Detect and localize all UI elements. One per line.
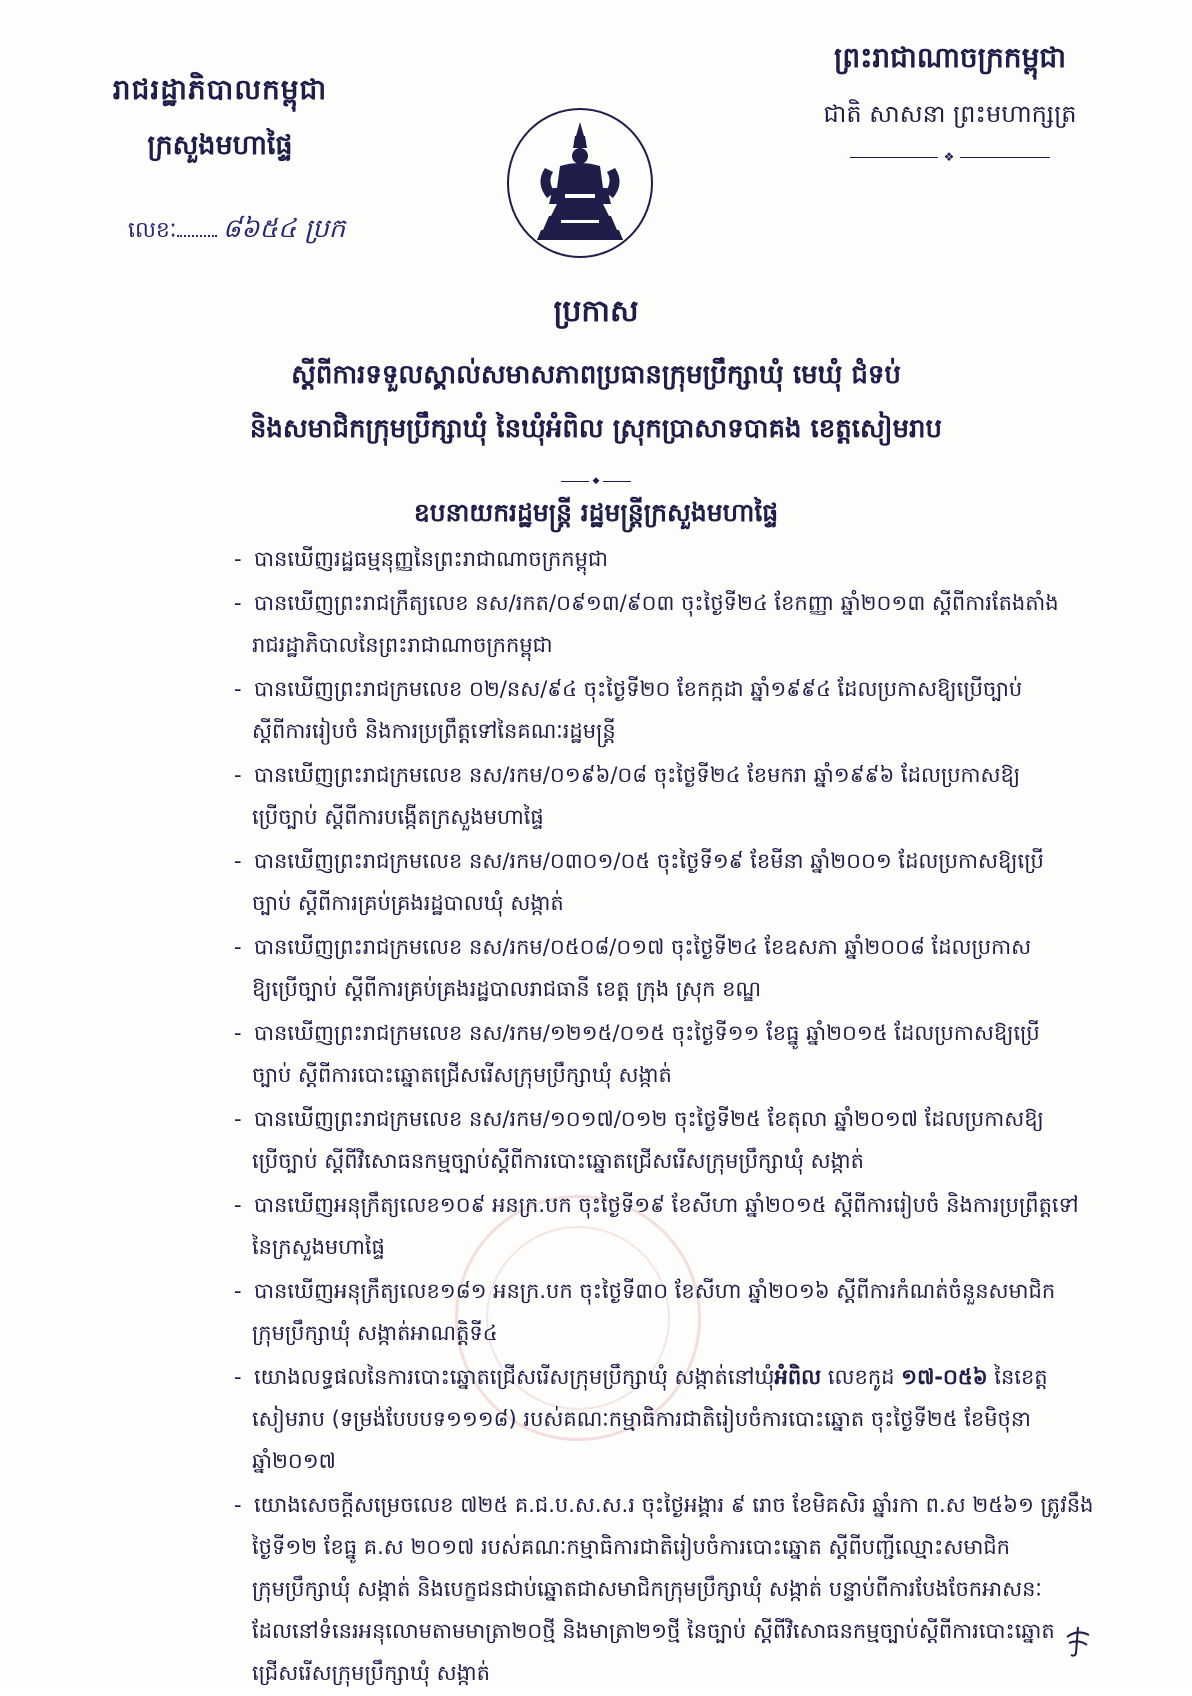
item-text: ដែលនៅទំនេរអនុលោមតាមមាត្រា២០ថ្មី និងមាត្រា២១ថ្មី នៃច្បាប់ ស្តីពីវិសោធនកម្មច្បាប់ស្តីពីការបោះឆ្នោត xyxy=(252,1619,1055,1643)
list-item xyxy=(232,1098,1112,1182)
item-text: ឆ្នាំ២០១៧ xyxy=(252,1449,336,1473)
list-item xyxy=(232,1184,1112,1268)
list-item xyxy=(232,754,1112,838)
item-text: - បានឃើញព្រះរាជក្រមលេខ នស/រកម/១២១៥/០១៥ ចុះថ្ងៃទី១១ ខែធ្នូ ឆ្នាំ២០១៥ ដែលប្រកាសឱ្យប្រើ xyxy=(254,1021,1040,1045)
item-text: - បានឃើញព្រះរាជក្រមលេខ នស/រកម/១០១៧/០១២ ចុះថ្ងៃទី២៥ ខែតុលា ឆ្នាំ២០១៧ ដែលប្រកាសឱ្យ xyxy=(254,1107,1044,1131)
item-text: - បានឃើញព្រះរាជក្រមលេខ នស/រកម/០៣០១/០៥ ចុះថ្ងៃទី១៩ ខែមីនា ឆ្នាំ២០០១ ដែលប្រកាសឱ្យប្រើ xyxy=(254,849,1044,873)
issuing-authority: ឧបនាយករដ្ឋមន្ត្រី រដ្ឋមន្ត្រីក្រសួងមហាផ្ទៃ xyxy=(413,498,779,527)
issuer-header xyxy=(90,72,350,168)
item-text: ច្បាប់ ស្តីពីការបោះឆ្នោតជ្រើសរើសក្រុមប្រឹក្សាឃុំ សង្កាត់ xyxy=(252,1063,672,1087)
item-text: - បានឃើញព្រះរាជក្រមលេខ ០២/នស/៩៤ ចុះថ្ងៃទី២០ ខែកក្កដា ឆ្នាំ១៩៩៤ ដែលប្រកាសឱ្យប្រើច្បាប់ xyxy=(254,677,1023,701)
item-text: - យោងលទ្ធផលនៃការបោះឆ្នោតជ្រើសរើសក្រុមប្រឹក្សាឃុំ សង្កាត់នៅឃុំអំពិល លេខកូដ ១៧-០៥៦ នៃខេត្ត xyxy=(254,1365,1048,1389)
list-item xyxy=(232,926,1112,1010)
item-text: - បានឃើញព្រះរាជក្រឹត្យលេខ នស/រកត/០៩១៣/៩០៣ ចុះថ្ងៃទី២៤ ខែកញ្ញា ឆ្នាំ២០១៣ ស្តីពីការតែងតាំង xyxy=(254,591,1059,615)
reference-number xyxy=(128,212,345,250)
kingdom-name: ព្រះរាជាណាចក្រកម្ពុជា xyxy=(833,41,1066,74)
item-text: ប្រើច្បាប់ ស្តីពីវិសោធនកម្មច្បាប់ស្តីពីការបោះឆ្នោតជ្រើសរើសក្រុមប្រឹក្សាឃុំ សង្កាត់ xyxy=(252,1149,864,1173)
item-text: រាជរដ្ឋាភិបាលនៃព្រះរាជាណាចក្រកម្ពុជា xyxy=(252,633,553,657)
list-item xyxy=(232,1356,1112,1482)
proclamation-title xyxy=(0,292,1192,486)
item-text: - បានឃើញអនុក្រឹត្យលេខ១០៩ អនក្រ.បក ចុះថ្ងៃទី១៩ ខែសីហា ឆ្នាំ២០១៥ ស្តីពីការរៀបចំ និងការប្រព្រឹត្តទៅ xyxy=(254,1193,1079,1217)
subject-line-2: និងសមាជិកក្រុមប្រឹក្សាឃុំ នៃឃុំអំពិល ស្រុកប្រាសាទបាគង ខេត្តសៀមរាប xyxy=(249,414,943,444)
ornament-divider: ❖ xyxy=(850,150,1050,164)
list-item xyxy=(232,1270,1112,1354)
royal-emblem-icon xyxy=(505,108,655,258)
item-text: - យោងសេចក្តីសម្រេចលេខ ៧២៥ គ.ជ.ប.ស.ស.រ ចុះថ្ងៃអង្គារ ៩ រោច ខែមិគសិរ ឆ្នាំរកា ព.ស ២៥៦១ ត្រូវនឹង xyxy=(254,1493,1094,1517)
item-text: សៀមរាប (ទម្រង់បែបបទ១១១៨) របស់គណៈកម្មាធិការជាតិរៀបចំការបោះឆ្នោត ចុះថ្ងៃទី២៥ ខែមិថុនា xyxy=(252,1407,1031,1431)
item-text: ថ្ងៃទី១២ ខែធ្នូ គ.ស ២០១៧ របស់គណៈកម្មាធិការជាតិរៀបចំការបោះឆ្នោត ស្តីពីបញ្ជីឈ្មោះសមាជិក xyxy=(252,1535,1010,1559)
reference-value: ៨៦៥៤ ប្រក xyxy=(222,214,346,244)
subject-line-1: ស្តីពីការទទួលស្គាល់សមាសភាពប្រធានក្រុមប្រឹក្សាឃុំ មេឃុំ ជំទប់ xyxy=(291,360,901,390)
list-item xyxy=(232,1012,1112,1096)
list-item xyxy=(232,840,1112,924)
kingdom-header xyxy=(790,40,1110,164)
commune-code: ១៧-០៥៦ xyxy=(901,1365,988,1389)
list-item xyxy=(232,668,1112,752)
list-item xyxy=(232,582,1112,666)
item-text: ច្បាប់ ស្តីពីការគ្រប់គ្រងរដ្ឋបាលឃុំ សង្កាត់ xyxy=(252,891,564,915)
item-text: ក្រុមប្រឹក្សាឃុំ សង្កាត់ និងបេក្ខជនជាប់ឆ្នោតជាសមាជិកក្រុមប្រឹក្សាឃុំ សង្កាត់ បន្ទាប់ពីការបែងចែកអាសនៈ xyxy=(252,1577,1042,1601)
preamble-list xyxy=(232,538,1112,1696)
item-text: នៃក្រសួងមហាផ្ទៃ xyxy=(252,1235,385,1259)
government-name: រាជរដ្ឋាភិបាលកម្ពុជា xyxy=(112,73,328,106)
ministry-name: ក្រសួងមហាផ្ទៃ xyxy=(147,130,293,161)
item-text: ឱ្យប្រើច្បាប់ ស្តីពីការគ្រប់គ្រងរដ្ឋបាលរាជធានី ខេត្ត ក្រុង ស្រុក ខណ្ឌ xyxy=(252,977,762,1001)
commune-name: អំពិល xyxy=(774,1365,822,1389)
national-motto: ជាតិ សាសនា ព្រះមហាក្សត្រ xyxy=(823,100,1077,128)
reference-label: លេខៈ xyxy=(128,218,177,243)
item-text: ស្តីពីការរៀបចំ និងការប្រព្រឹត្តទៅនៃគណៈរដ្ឋមន្ត្រី xyxy=(252,719,616,743)
title-ornament: ◆ xyxy=(561,476,631,486)
item-text: ប្រើច្បាប់ ស្តីពីការបង្កើតក្រសួងមហាផ្ទៃ xyxy=(252,805,544,829)
list-item xyxy=(232,1484,1112,1694)
item-text: - បានឃើញអនុក្រឹត្យលេខ១៨១ អនក្រ.បក ចុះថ្ងៃទី៣០ ខែសីហា ឆ្នាំ២០១៦ ស្តីពីការកំណត់ចំនួនសមាជិក xyxy=(254,1279,1056,1303)
item-text: ជ្រើសរើសក្រុមប្រឹក្សាឃុំ សង្កាត់ xyxy=(252,1661,491,1685)
proclamation-heading: ប្រកាស xyxy=(553,294,639,329)
item-text: - បានឃើញរដ្ឋធម្មនុញ្ញនៃព្រះរាជាណាចក្រកម្ពុជា xyxy=(254,547,608,571)
item-text: - បានឃើញព្រះរាជក្រមលេខ នស/រកម/០៥០៨/០១៧ ចុះថ្ងៃទី២៤ ខែឧសភា ឆ្នាំ២០០៨ ដែលប្រកាស xyxy=(254,935,1032,959)
item-text: ក្រុមប្រឹក្សាឃុំ សង្កាត់អាណត្តិទី៤ xyxy=(252,1321,498,1345)
initial-signature-icon xyxy=(1063,1623,1093,1659)
item-text: - បានឃើញព្រះរាជក្រមលេខ នស/រកម/០១៩៦/០៨ ចុះថ្ងៃទី២៤ ខែមករា ឆ្នាំ១៩៩៦ ដែលប្រកាសឱ្យ xyxy=(254,763,1021,787)
list-item xyxy=(232,538,1112,580)
